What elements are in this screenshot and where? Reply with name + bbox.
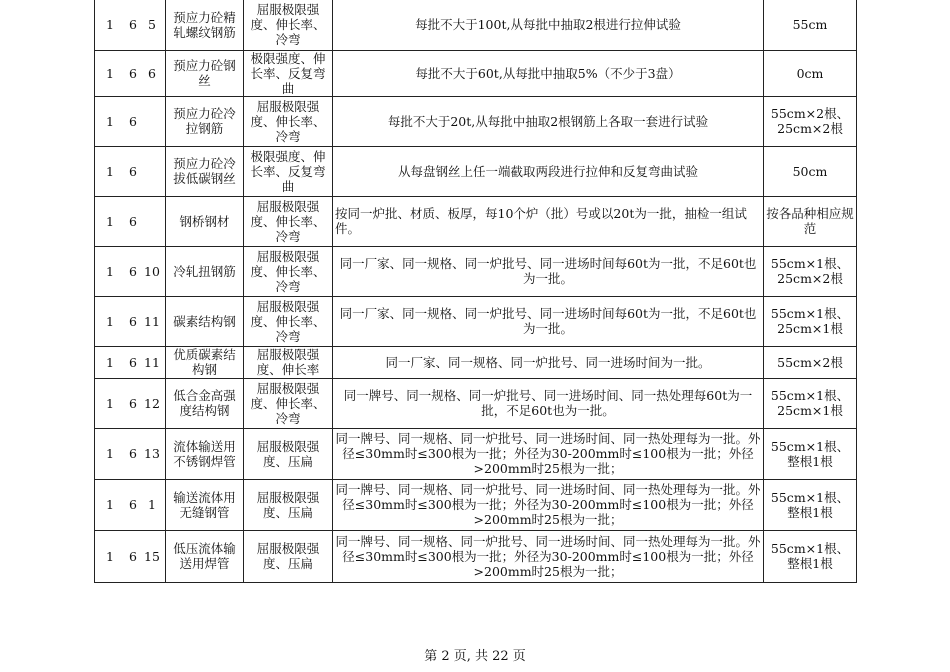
code-part-c — [143, 214, 161, 229]
test-items: 屈服极限强度、伸长率、冷弯 — [244, 296, 333, 346]
material-name: 预应力砼冷拉钢筋 — [166, 96, 244, 146]
test-items: 屈服极限强度、伸长率、冷弯 — [244, 378, 333, 428]
test-items: 极限强度、伸长率、反复弯曲 — [244, 146, 333, 196]
code-part-a: 1 — [106, 113, 114, 129]
test-items: 屈服极限强度、压扁 — [244, 530, 333, 582]
item-code — [95, 246, 166, 296]
sample-quantity: 55cm×1根、25cm×2根 — [764, 246, 857, 296]
code-part-a: 1 — [106, 446, 114, 461]
sampling-rule: 每批不大于60t,从每批中抽取5%（不少于3盘） — [333, 50, 764, 96]
code-part-a: 1 — [106, 213, 114, 229]
item-code — [95, 50, 166, 96]
test-items: 屈服极限强度、压扁 — [244, 479, 333, 530]
item-code — [95, 428, 166, 479]
item-code — [95, 196, 166, 246]
code-part-c: 11 — [144, 354, 160, 370]
code-part-a: 1 — [106, 263, 114, 279]
sampling-rule: 同一牌号、同一规格、同一炉批号、同一进场时间、同一热处理每为一批。外径≤30mm时≤300根为一批；外径为30-200mm时≤100根为一批；外径>200mm时25根为一批； — [333, 428, 764, 479]
sample-quantity: 55cm×1根、整根1根 — [764, 428, 857, 479]
page-footer: 第 2 页, 共 22 页 — [424, 649, 526, 664]
item-code — [95, 96, 166, 146]
sample-quantity: 55cm — [764, 0, 857, 50]
material-name: 优质碳素结构钢 — [166, 346, 244, 378]
item-code — [95, 346, 166, 378]
code-part-a: 1 — [106, 548, 114, 564]
code-part-b: 6 — [129, 113, 137, 129]
code-part-b: 6 — [129, 163, 137, 179]
item-code — [95, 378, 166, 428]
item-code — [95, 530, 166, 582]
test-items: 屈服极限强度、伸长率、冷弯 — [244, 0, 333, 50]
item-code — [95, 0, 166, 50]
material-name: 钢桥钢材 — [166, 196, 244, 246]
code-part-a: 1 — [106, 354, 114, 370]
item-code — [95, 479, 166, 530]
code-part-b: 6 — [129, 313, 137, 329]
material-name: 流体输送用不锈钢焊管 — [166, 428, 244, 479]
table-row — [95, 479, 857, 530]
code-part-b: 6 — [129, 65, 137, 81]
code-part-c: 6 — [148, 65, 156, 81]
material-name: 输送流体用无缝钢管 — [166, 479, 244, 530]
code-part-b: 6 — [129, 354, 137, 370]
item-code — [95, 296, 166, 346]
code-part-c: 11 — [144, 313, 160, 329]
material-name: 预应力砼精轧螺纹钢筋 — [166, 0, 244, 50]
test-items: 极限强度、伸长率、反复弯曲 — [244, 50, 333, 96]
sampling-rule: 每批不大于20t,从每批中抽取2根钢筋上各取一套进行试验 — [333, 96, 764, 146]
sample-quantity: 55cm×1根、整根1根 — [764, 479, 857, 530]
item-code — [95, 146, 166, 196]
test-items: 屈服极限强度、伸长率、冷弯 — [244, 196, 333, 246]
table-row — [95, 0, 857, 50]
sampling-rule: 同一牌号、同一规格、同一炉批号、同一进场时间、同一热处理每60t为一批，不足60t也为一批。 — [333, 378, 764, 428]
code-part-b: 6 — [129, 263, 137, 279]
table-row — [95, 428, 857, 479]
material-name: 预应力砼冷拔低碳钢丝 — [166, 146, 244, 196]
sampling-rule: 同一牌号、同一规格、同一炉批号、同一进场时间、同一热处理每为一批。外径≤30mm时≤300根为一批；外径为30-200mm时≤100根为一批；外径>200mm时25根为一批； — [333, 479, 764, 530]
sample-quantity: 55cm×2根、25cm×2根 — [764, 96, 857, 146]
sampling-rule: 同一厂家、同一规格、同一炉批号、同一进场时间每60t为一批，不足60t也为一批。 — [333, 246, 764, 296]
table-row — [95, 530, 857, 582]
table-row — [95, 246, 857, 296]
material-name: 碳素结构钢 — [166, 296, 244, 346]
sample-quantity: 按各品种相应规范 — [764, 196, 857, 246]
code-part-a: 1 — [106, 163, 114, 179]
code-part-a: 1 — [106, 497, 114, 512]
test-items: 屈服极限强度、伸长率、冷弯 — [244, 96, 333, 146]
code-part-a: 1 — [106, 17, 114, 33]
code-part-b: 6 — [129, 446, 137, 461]
code-part-c: 5 — [148, 17, 156, 33]
sampling-rule: 同一厂家、同一规格、同一炉批号、同一进场时间每60t为一批，不足60t也为一批。 — [333, 296, 764, 346]
table-row — [95, 346, 857, 378]
sample-quantity: 55cm×1根、25cm×1根 — [764, 378, 857, 428]
table-row — [95, 146, 857, 196]
code-part-c: 1 — [148, 497, 156, 512]
sampling-rule: 按同一炉批、材质、板厚，每10个炉（批）号或以20t为一批，抽检一组试件。 — [333, 196, 764, 246]
test-items: 屈服极限强度、压扁 — [244, 428, 333, 479]
sample-quantity: 55cm×1根、25cm×1根 — [764, 296, 857, 346]
table-row — [95, 296, 857, 346]
sample-quantity: 0cm — [764, 50, 857, 96]
code-part-a: 1 — [106, 65, 114, 81]
sampling-rule: 同一牌号、同一规格、同一炉批号、同一进场时间、同一热处理每为一批。外径≤30mm时≤300根为一批；外径为30-200mm时≤100根为一批；外径>200mm时25根为一批； — [333, 530, 764, 582]
code-part-b: 6 — [129, 213, 137, 229]
table-body — [95, 0, 857, 582]
code-part-a: 1 — [106, 395, 114, 411]
test-items: 屈服极限强度、伸长率、冷弯 — [244, 246, 333, 296]
material-name: 低压流体输送用焊管 — [166, 530, 244, 582]
code-part-c — [143, 164, 161, 179]
table-row — [95, 378, 857, 428]
inspection-table — [94, 0, 857, 583]
code-part-c: 13 — [144, 446, 160, 461]
test-items: 屈服极限强度、伸长率 — [244, 346, 333, 378]
table-row — [95, 50, 857, 96]
table-row — [95, 96, 857, 146]
sample-quantity: 50cm — [764, 146, 857, 196]
sampling-rule: 从每盘钢丝上任一端截取两段进行拉伸和反复弯曲试验 — [333, 146, 764, 196]
code-part-a: 1 — [106, 313, 114, 329]
code-part-b: 6 — [129, 17, 137, 33]
sample-quantity: 55cm×2根 — [764, 346, 857, 378]
table-row — [95, 196, 857, 246]
material-name: 冷轧扭钢筋 — [166, 246, 244, 296]
code-part-c: 10 — [144, 263, 160, 279]
sampling-rule: 同一厂家、同一规格、同一炉批号、同一进场时间为一批。 — [333, 346, 764, 378]
sampling-rule: 每批不大于100t,从每批中抽取2根进行拉伸试验 — [333, 0, 764, 50]
material-name: 预应力砼钢丝 — [166, 50, 244, 96]
material-name: 低合金高强度结构钢 — [166, 378, 244, 428]
code-part-b: 6 — [129, 395, 137, 411]
code-part-b: 6 — [129, 497, 137, 512]
code-part-c: 12 — [144, 395, 160, 411]
code-part-b: 6 — [129, 548, 137, 564]
sample-quantity: 55cm×1根、整根1根 — [764, 530, 857, 582]
code-part-c — [143, 114, 161, 129]
code-part-c: 15 — [144, 548, 160, 564]
